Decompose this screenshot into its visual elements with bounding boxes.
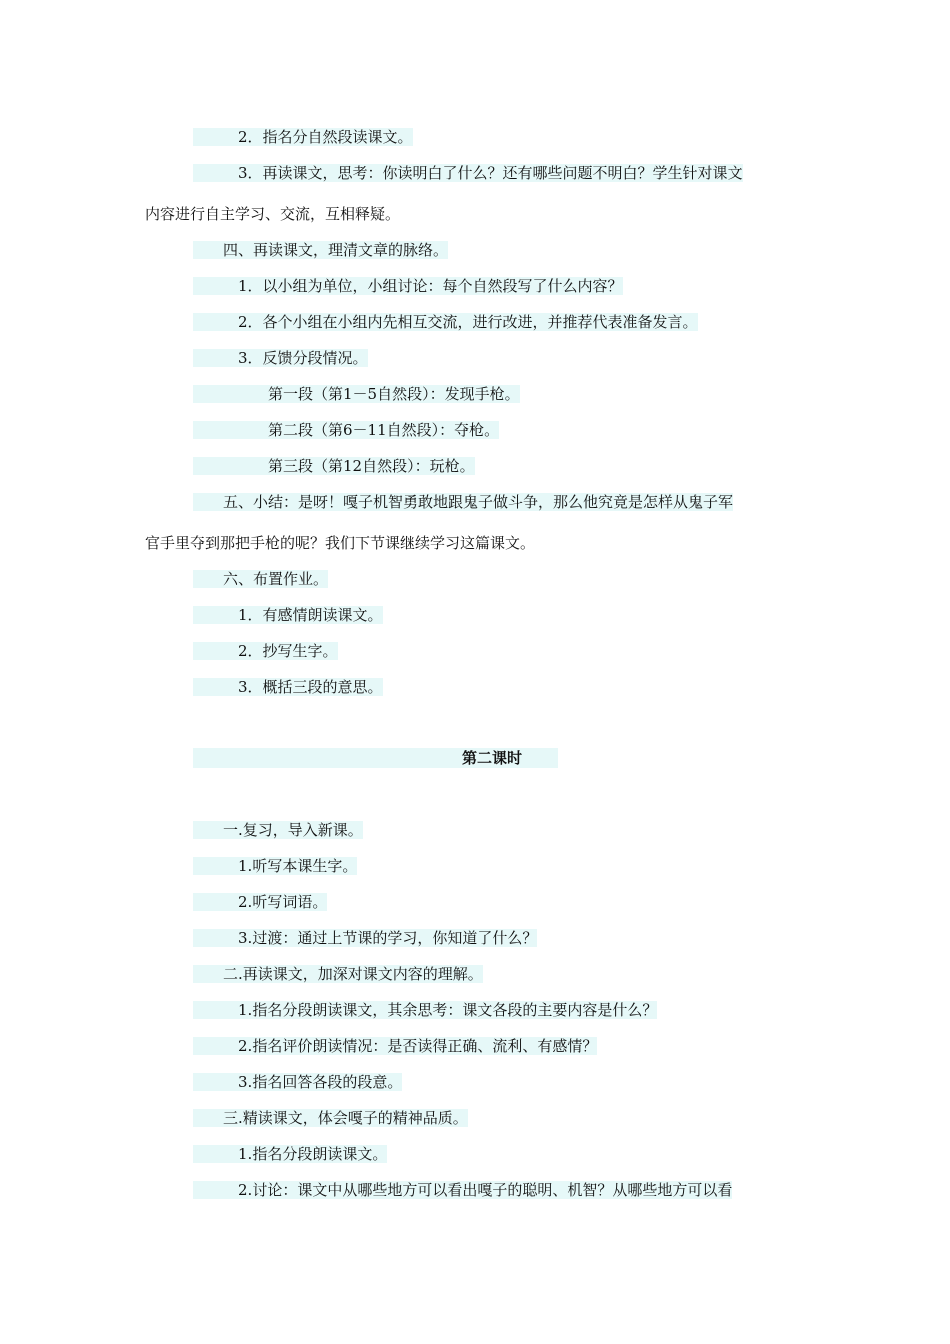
text-line: 第三段（第12自然段）：玩枪。 xyxy=(193,456,475,476)
text-line: 2．抄写生字。 xyxy=(193,641,338,661)
heading-line: 四、再读课文，理清文章的脉络。 xyxy=(193,240,448,260)
text-line: 2．指名分自然段读课文。 xyxy=(193,127,413,147)
text-line: 1.指名分段朗读课文，其余思考：课文各段的主要内容是什么？ xyxy=(193,1000,657,1020)
text-line: 1.听写本课生字。 xyxy=(193,856,357,876)
text-line: 第一段（第1－5自然段）：发现手枪。 xyxy=(193,384,520,404)
text-line: 1．以小组为单位，小组讨论：每个自然段写了什么内容？ xyxy=(193,276,623,296)
text-line: 3．再读课文，思考：你读明白了什么？还有哪些问题不明白？学生针对课文 xyxy=(193,163,743,183)
text-line: 3.指名回答各段的段意。 xyxy=(193,1072,402,1092)
heading-line: 一.复习，导入新课。 xyxy=(193,820,363,840)
text-line: 3．概括三段的意思。 xyxy=(193,677,383,697)
text-line: 3.过渡：通过上节课的学习，你知道了什么？ xyxy=(193,928,537,948)
text-line: 第二段（第6－11自然段）：夺枪。 xyxy=(193,420,499,440)
text-line: 3．反馈分段情况。 xyxy=(193,348,368,368)
text-line: 2.听写词语。 xyxy=(193,892,327,912)
text-line: 2.讨论：课文中从哪些地方可以看出嘎子的聪明、机智？从哪些地方可以看 xyxy=(193,1180,732,1200)
heading-line: 六、布置作业。 xyxy=(193,569,328,589)
heading-line: 二.再读课文，加深对课文内容的理解。 xyxy=(193,964,483,984)
text-line: 1.指名分段朗读课文。 xyxy=(193,1144,387,1164)
text-line: 2.指名评价朗读情况：是否读得正确、流利、有感情？ xyxy=(193,1036,597,1056)
text-line: 2．各个小组在小组内先相互交流，进行改进，并推荐代表准备发言。 xyxy=(193,312,698,332)
heading-line: 三.精读课文，体会嘎子的精神品质。 xyxy=(193,1108,468,1128)
heading-line: 五、小结：是呀！嘎子机智勇敢地跟鬼子做斗争，那么他究竟是怎样从鬼子军 xyxy=(193,492,733,512)
text-line: 内容进行自主学习、交流，互相释疑。 xyxy=(145,205,401,223)
text-line: 官手里夺到那把手枪的呢？我们下节课继续学习这篇课文。 xyxy=(145,534,536,552)
text-line: 1．有感情朗读课文。 xyxy=(193,605,383,625)
section-title: 第二课时 xyxy=(462,749,523,767)
